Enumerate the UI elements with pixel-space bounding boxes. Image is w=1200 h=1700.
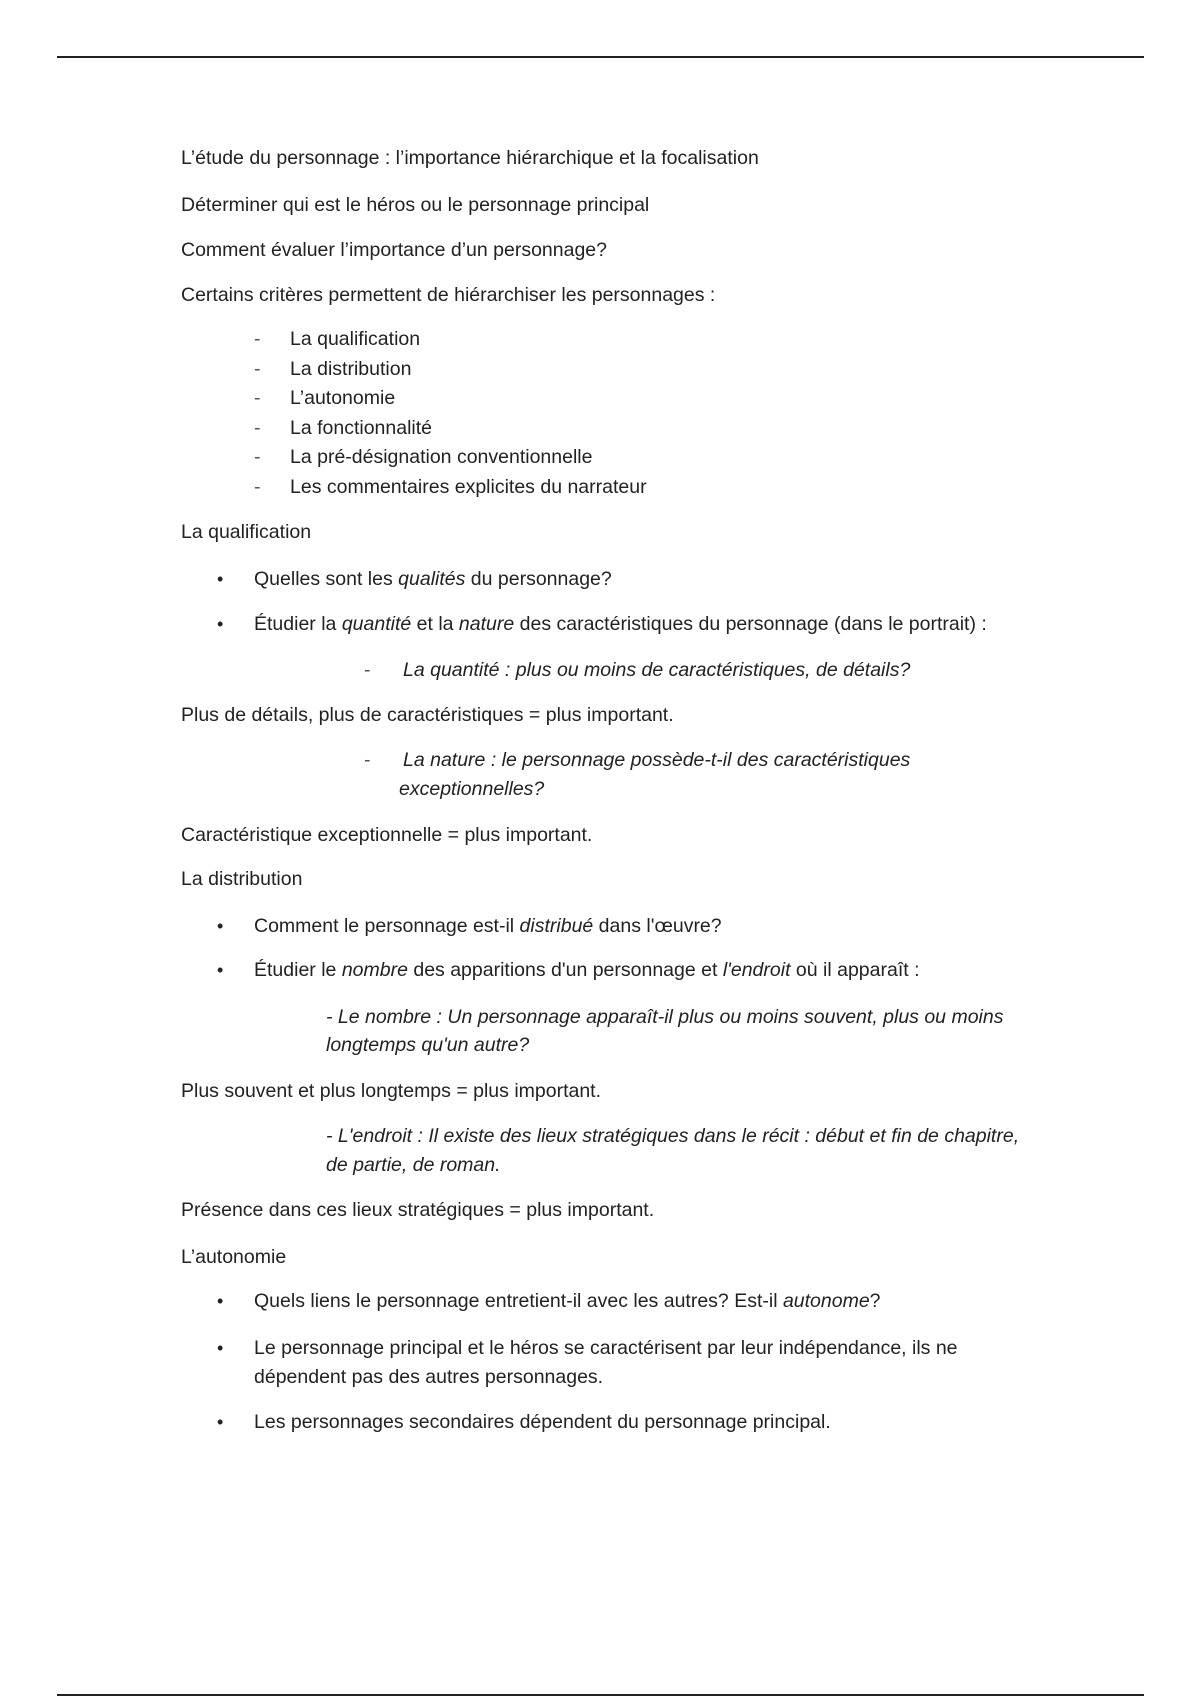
bullet-icon: • bbox=[217, 960, 224, 980]
bullet-icon: • bbox=[217, 569, 224, 589]
list-item: L’autonomie bbox=[290, 387, 396, 409]
autonomie-bullet-1: Quels liens le personnage entretient-il avec les autres? Est-il autonome? bbox=[254, 1290, 881, 1312]
autonomie-bullet-3: Les personnages secondaires dépendent du personnage principal. bbox=[254, 1411, 831, 1433]
criteres-line: Certains critères permettent de hiérarchiser les personnages : bbox=[181, 284, 716, 306]
page-title: L’étude du personnage : l’importance hiérarchique et la focalisation bbox=[181, 147, 759, 169]
dash-marker: - bbox=[254, 328, 261, 350]
list-item: Les commentaires explicites du narrateur bbox=[290, 476, 647, 498]
list-item: La pré-désignation conventionnelle bbox=[290, 446, 593, 468]
list-item: La qualification bbox=[290, 328, 421, 350]
distribution-sub-1-line-1: - Le nombre : Un personnage apparaît-il plus ou moins souvent, plus ou moins bbox=[326, 1006, 1004, 1028]
dash-marker: - bbox=[364, 659, 371, 681]
heros-line: Déterminer qui est le héros ou le personnage principal bbox=[181, 194, 650, 216]
distribution-result-1: Plus souvent et plus longtemps = plus important. bbox=[181, 1080, 602, 1102]
dash-marker: - bbox=[254, 476, 261, 498]
dash-marker: - bbox=[254, 446, 261, 468]
distribution-sub-2-line-2: de partie, de roman. bbox=[326, 1154, 501, 1176]
distribution-sub-1-line-2: longtemps qu'un autre? bbox=[326, 1034, 530, 1056]
dash-marker: - bbox=[254, 387, 261, 409]
distribution-bullet-2: Étudier le nombre des apparitions d'un personnage et l'endroit où il apparaît : bbox=[254, 959, 920, 981]
dash-marker: - bbox=[254, 358, 261, 380]
section-heading-distribution: La distribution bbox=[181, 868, 303, 890]
bullet-icon: • bbox=[217, 1338, 224, 1358]
header-rule bbox=[57, 56, 1144, 58]
list-item: La distribution bbox=[290, 358, 412, 380]
bullet-icon: • bbox=[217, 916, 224, 936]
qualification-sub-2-line-2: exceptionnelles? bbox=[399, 778, 545, 800]
qualification-sub-2-line-1: La nature : le personnage possède-t-il des caractéristiques bbox=[403, 749, 911, 771]
bullet-icon: • bbox=[217, 1291, 224, 1311]
dash-marker: - bbox=[254, 417, 261, 439]
qualification-sub-1: La quantité : plus ou moins de caractéristiques, de détails? bbox=[403, 659, 911, 681]
section-heading-autonomie: L’autonomie bbox=[181, 1246, 287, 1268]
distribution-result-2: Présence dans ces lieux stratégiques = plus important. bbox=[181, 1199, 655, 1221]
autonomie-bullet-2-line-1: Le personnage principal et le héros se caractérisent par leur indépendance, ils ne bbox=[254, 1337, 958, 1359]
qualification-result-2: Caractéristique exceptionnelle = plus important. bbox=[181, 824, 593, 846]
bullet-icon: • bbox=[217, 614, 224, 634]
qualification-bullet-1: Quelles sont les qualités du personnage? bbox=[254, 568, 612, 590]
distribution-bullet-1: Comment le personnage est-il distribué dans l'œuvre? bbox=[254, 915, 722, 937]
qualification-bullet-2: Étudier la quantité et la nature des caractéristiques du personnage (dans le portrait) : bbox=[254, 613, 987, 635]
list-item: La fonctionnalité bbox=[290, 417, 433, 439]
section-heading-qualification: La qualification bbox=[181, 521, 312, 543]
distribution-sub-2-line-1: - L'endroit : Il existe des lieux stratégiques dans le récit : début et fin de chapitre, bbox=[326, 1125, 1020, 1147]
dash-marker: - bbox=[364, 749, 371, 771]
qualification-result-1: Plus de détails, plus de caractéristiques = plus important. bbox=[181, 704, 674, 726]
question-line: Comment évaluer l’importance d’un personnage? bbox=[181, 239, 607, 261]
footer-rule bbox=[57, 1694, 1144, 1696]
autonomie-bullet-2-line-2: dépendent pas des autres personnages. bbox=[254, 1366, 604, 1388]
bullet-icon: • bbox=[217, 1412, 224, 1432]
